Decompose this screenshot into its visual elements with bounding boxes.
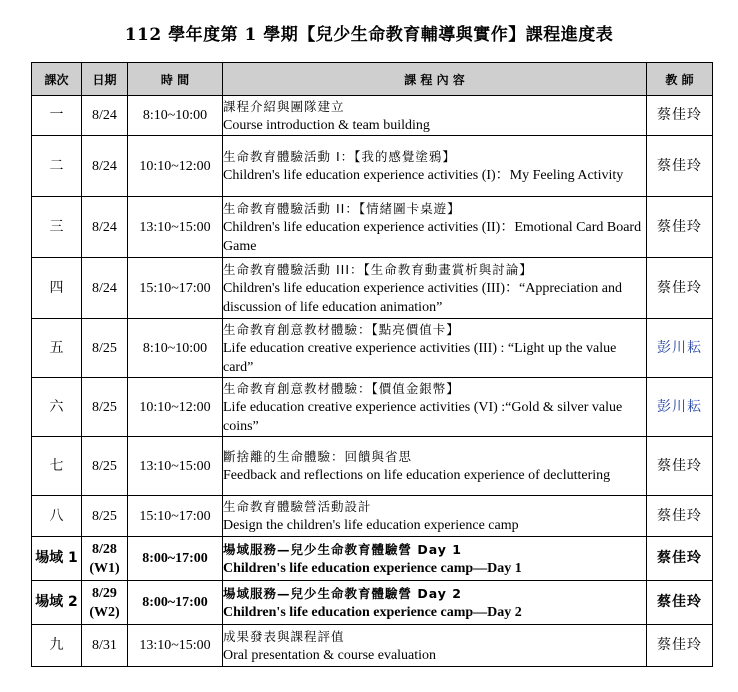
- row-teacher: 蔡佳玲: [647, 537, 713, 581]
- row-content-zh: 場域服務—兒少生命教育體驗營 Day 2: [223, 585, 462, 601]
- row-teacher: 蔡佳玲: [647, 496, 713, 537]
- row-num: 一: [32, 96, 82, 136]
- row-time: 13:10~15:00: [128, 197, 223, 258]
- row-teacher: 彭川耘: [647, 378, 713, 437]
- row-date: 8/24: [82, 258, 128, 319]
- row-content-en: Life education creative experience activities (III) : “Light up the value card”: [223, 340, 617, 375]
- row-teacher: 蔡佳玲: [647, 96, 713, 136]
- row-content-zh: 場域服務—兒少生命教育體驗營 Day 1: [223, 541, 462, 557]
- row-content: [223, 197, 647, 258]
- row-teacher: 蔡佳玲: [647, 437, 713, 496]
- row-teacher: 彭川耘: [647, 319, 713, 378]
- row-content-zh: 生命教育創意教材體驗：【點亮價值卡】: [223, 321, 460, 337]
- row-content-en: Children's life education experience activities (III)：“Appreciation and discussion of life education animation”: [223, 280, 623, 315]
- schedule-table: [31, 62, 713, 667]
- row-date: 8/24: [82, 136, 128, 197]
- row-content-zh: 生命教育體驗營活動設計: [223, 499, 372, 514]
- row-content-en: Children's life education experience camp—Day 1: [223, 560, 522, 576]
- row-content-zh: 生命教育體驗活動 I：【我的感覺塗鴉】: [223, 149, 456, 164]
- table-row: [32, 496, 713, 537]
- table-header-row: [32, 63, 713, 96]
- row-date: [82, 537, 128, 581]
- row-date: 8/24: [82, 197, 128, 258]
- header-time: 時 間: [128, 63, 223, 96]
- row-num: 三: [32, 197, 82, 258]
- table-row: [32, 378, 713, 437]
- row-date-main: 8/28: [92, 541, 117, 557]
- row-time: 13:10~15:00: [128, 625, 223, 667]
- row-content-en: Course introduction & team building: [223, 117, 430, 133]
- row-num: 九: [32, 625, 82, 667]
- row-teacher: 蔡佳玲: [647, 581, 713, 625]
- row-content-zh: 生命教育體驗活動 III：【生命教育動畫賞析與討論】: [223, 261, 533, 277]
- row-num: 二: [32, 136, 82, 197]
- row-date: 8/31: [82, 625, 128, 667]
- row-content: [223, 96, 647, 136]
- row-date: [82, 581, 128, 625]
- row-time: 8:10~10:00: [128, 319, 223, 378]
- row-content: [223, 258, 647, 319]
- table-row: [32, 319, 713, 378]
- row-content-zh: 斷捨離的生命體驗：回饋與省思: [223, 449, 413, 464]
- row-content-en: Design the children's life education experience camp: [223, 518, 519, 533]
- row-time: 10:10~12:00: [128, 378, 223, 437]
- row-content: [223, 537, 647, 581]
- row-content: [223, 496, 647, 537]
- row-num: 場域 2: [32, 581, 82, 625]
- row-content: [223, 136, 647, 197]
- row-content-en: Children's life education experience activities (II)：Emotional Card Board Game: [223, 219, 642, 254]
- row-date: 8/25: [82, 496, 128, 537]
- header-content: 課 程 內 容: [223, 63, 647, 96]
- row-content-zh: 生命教育創意教材體驗：【價值金銀幣】: [223, 380, 460, 396]
- row-content-en: Feedback and reflections on life education experience of decluttering: [223, 468, 611, 483]
- header-num: 課次: [32, 63, 82, 96]
- row-content: [223, 319, 647, 378]
- row-content-en: Life education creative experience activities (VI) :“Gold & silver value coins”: [223, 399, 623, 434]
- row-content-zh: 成果發表與課程評值: [223, 628, 345, 644]
- row-date-main: 8/29: [92, 585, 117, 601]
- row-content-zh: 生命教育體驗活動 II：【情緒圖卡桌遊】: [223, 200, 461, 216]
- row-content-en: Oral presentation & course evaluation: [223, 647, 437, 663]
- table-row: [32, 96, 713, 136]
- row-content-zh: 課程介紹與團隊建立: [223, 98, 345, 114]
- row-content-en: Children's life education experience camp—Day 2: [223, 604, 522, 620]
- row-time: 15:10~17:00: [128, 258, 223, 319]
- row-teacher: 蔡佳玲: [647, 197, 713, 258]
- table-row: [32, 437, 713, 496]
- table-row: [32, 136, 713, 197]
- page-title: 112 學年度第 1 學期【兒少生命教育輔導與實作】課程進度表: [124, 25, 614, 45]
- table-row: [32, 258, 713, 319]
- row-content: [223, 625, 647, 667]
- row-num: 七: [32, 437, 82, 496]
- row-date: 8/25: [82, 378, 128, 437]
- row-teacher: 蔡佳玲: [647, 258, 713, 319]
- row-time: 8:10~10:00: [128, 96, 223, 136]
- row-num: 六: [32, 378, 82, 437]
- row-teacher: 蔡佳玲: [647, 625, 713, 667]
- table-row: [32, 197, 713, 258]
- row-time: 8:00~17:00: [128, 537, 223, 581]
- header-date: 日期: [82, 63, 128, 96]
- row-time: 13:10~15:00: [128, 437, 223, 496]
- row-num: 五: [32, 319, 82, 378]
- row-content: [223, 581, 647, 625]
- table-row: [32, 625, 713, 667]
- row-time: 10:10~12:00: [128, 136, 223, 197]
- row-time: 15:10~17:00: [128, 496, 223, 537]
- row-num: 四: [32, 258, 82, 319]
- table-row: [32, 581, 713, 625]
- header-teacher: 教 師: [647, 63, 713, 96]
- row-time: 8:00~17:00: [128, 581, 223, 625]
- row-content-en: Children's life education experience activities (I)：My Feeling Activity: [223, 168, 624, 183]
- row-date: 8/24: [82, 96, 128, 136]
- row-content: [223, 378, 647, 437]
- row-num: 場域 1: [32, 537, 82, 581]
- row-date: 8/25: [82, 437, 128, 496]
- row-date: 8/25: [82, 319, 128, 378]
- row-date-week: (W2): [89, 604, 120, 620]
- row-date-week: (W1): [89, 560, 120, 576]
- row-num: 八: [32, 496, 82, 537]
- row-content: [223, 437, 647, 496]
- table-row: [32, 537, 713, 581]
- row-teacher: 蔡佳玲: [647, 136, 713, 197]
